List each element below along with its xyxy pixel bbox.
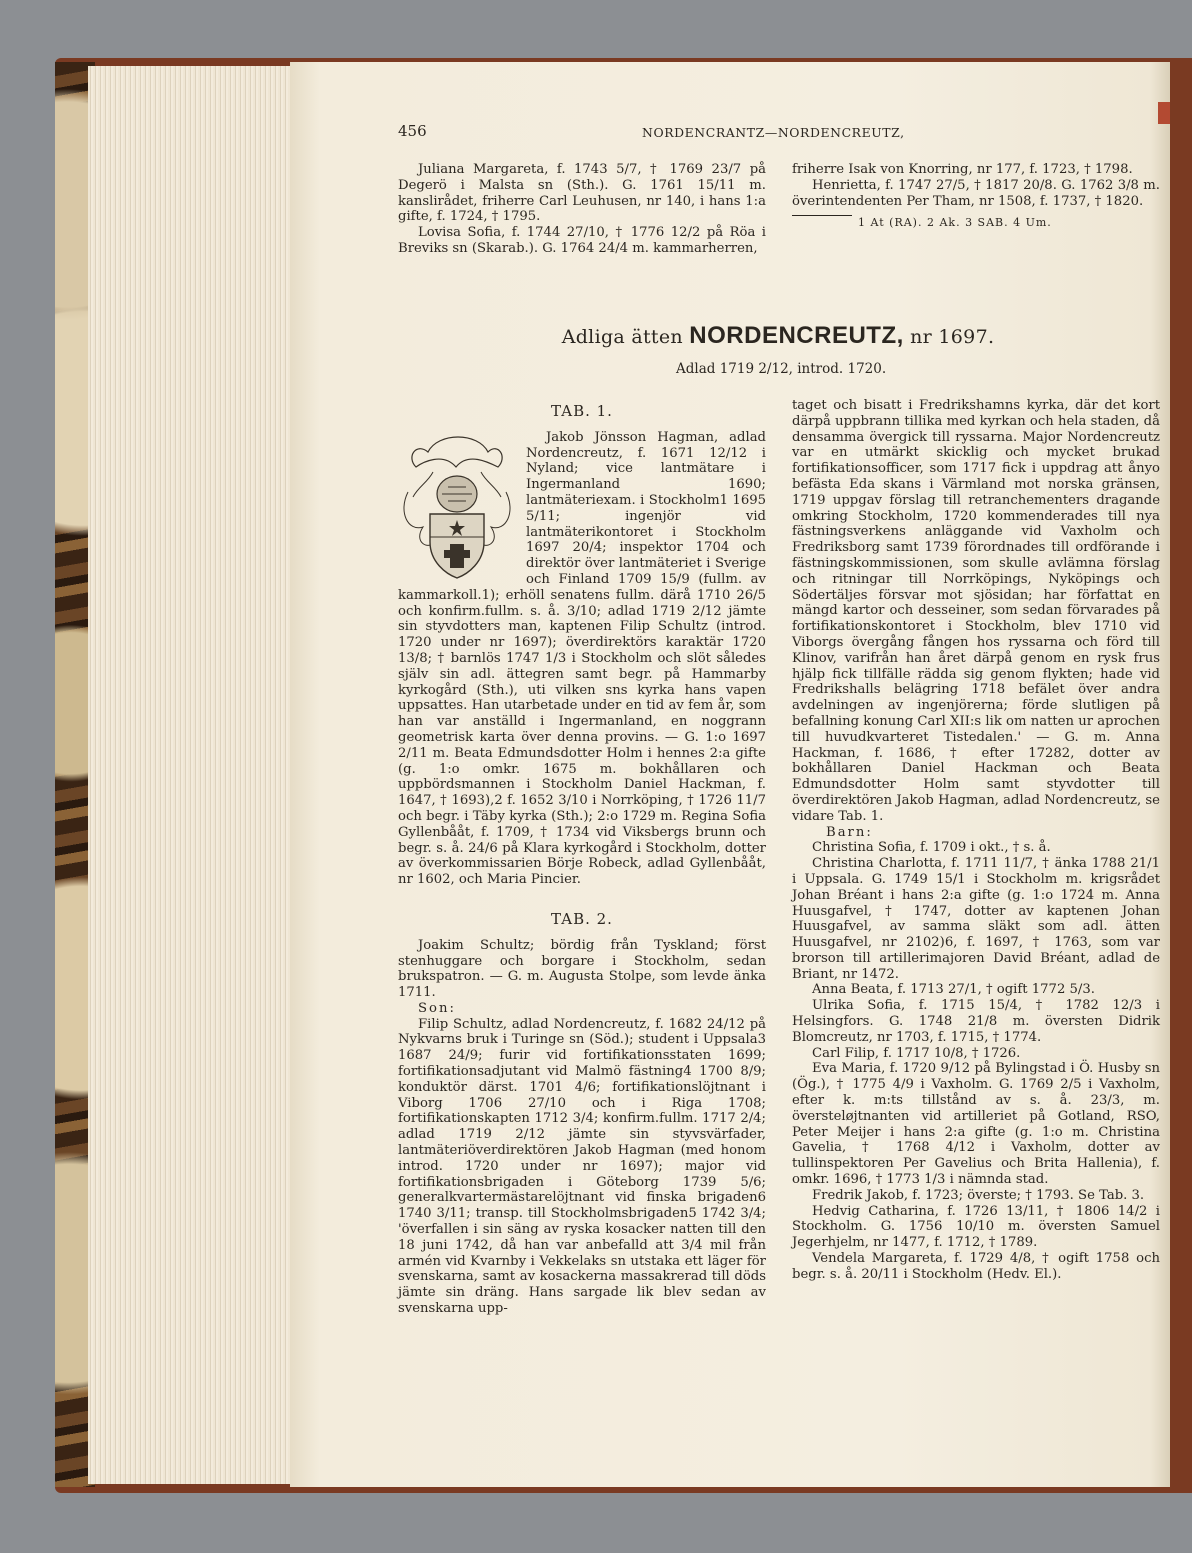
tab1-heading: TAB. 1.	[551, 402, 613, 420]
tab2-heading: TAB. 2.	[551, 909, 613, 928]
child-entry: Christina Charlotta, f. 1711 11/7, † änka 1788 21/1 i Uppsala. G. 1749 15/1 i Stockholm m. krigsrådet Johan Bréant i hans 2:a gifte (g. 1:o 1724 m. Anna Huusgafvel, † 1747, dotter av kaptenen Johan Huusgafvel, av samma släkt som adl. ätten Huusgafvel, nr 2102)6, f. 1697, † 1763, som var brorson till artillerimajoren David Bréant, adlad de Briant, nr 1472.	[792, 856, 1160, 982]
entry-jakob-hagman: Jakob Jönsson Hagman, adlad Nordencreutz, f. 1671 12/12 i Nyland; vice lantmätare i Ingermanland 1690; lantmäteriexam. i Stockholm1 1695 5/11; ingenjör vid lantmäterikontoret i Stockholm 1697 20/4; inspektor 1704 och direktör över lantmäteriet i Sverige och Finland 1709 15/9 (fullm. av kammarkoll.1); erhöll senatens fullm. därå 1710 26/5 och konfirm.fullm. s. å. 3/10; adlad 1719 2/12 jämte sin styvdotters man, kaptenen Filip Schultz (introd. 1720 under nr 1697); överdirektörs karaktär 1720 13/8; † barnlös 1747 1/3 i Stockholm och slöt således själv sin adl. ättegren samt begr. på Hammarby kyrkogård (Sth.), uti vilken sns kyrka hans vapen uppsattes. Han utarbetade under en tid av fem år, som han var anställd i Ingermanland, en noggrann geometrisk karta över denna provins. — G. 1:o 1697 2/11 m. Beata Edmundsdotter Holm i hennes 2:a gifte (g. 1:o omkr. 1675 m. bokhållaren och uppbördsmannen i Stockholm Daniel Hackman, f. 1647, † 1693),2 f. 1652 3/10 i Norrköping, † 1726 11/7 och begr. i Täby kyrka (Sth.); 2:o 1729 m. Regina Sofia Gyllenbååt, f. 1709, † 1734 vid Viksbergs brunn och begr. s. å. 24/6 på Klara kyrkogård i Stockholm, dotter av överkommissarien Börje Robeck, adlad Gyllenbååt, nr 1602, och Maria Pincier.	[398, 429, 766, 888]
entry-juliana: Juliana Margareta, f. 1743 5/7, † 1769 23/7 på Degerö i Malsta sn (Sth.). G. 1761 15/11 m. kanslirådet, friherre Carl Leuhusen, nr 140, i hans 1:a gifte, f. 1724, † 1795.	[398, 162, 766, 225]
running-head: NORDENCRANTZ—NORDENCREUTZ,	[642, 125, 905, 140]
ennoblement-line: Adlad 1719 2/12, introd. 1720.	[676, 361, 887, 377]
entry-filip-continued: taget och bisatt i Fredrikshamns kyrka, där det kort därpå uppbrann tillika med kyrkan och hela staden, då densamma övergick till ryssarna. Major Nordencreutz var en utmärkt skicklig och mycket brukad fortifikationsofficer, som 1717 fick i uppdrag att ånyo befästa Eda skans i Värmland mot norska gränsen, 1719 uppgav förslag till retranchementers dragande omkring Stockholm, 1720 kommenderades till nya fästningsverkens anläggande vid Vaxholm och Fredriksborg samt 1739 förordnades till ordförande i fästningskommissionen, som skulle avlämna förslag och ritningar till Norrköpings, Nyköpings och Södertäljes försvar mot sjösidan; har författat en mängd kartor och desseiner, som sedan förvarades på fortifikationskontoret i Stockholm, blev 1710 vid Viborgs övergång fången hos ryssarna och förd till Klinov, varifrån han året därpå genom en rysk frus hjälp fick tillfälle rädda sig genom flykten; hade vid Fredrikshalls belägring 1718 befälet över andra avdelningen av ingenjörerna; förde slutligen på befallning konung Carl XII:s lik om natten ur aprochen till huvudkvarteret Tistedalen.' — G. m. Anna Hackman, f. 1686, † efter 17282, dotter av bokhållaren Daniel Hackman och Beata Edmundsdotter Holm samt styvdotter till överdirektören Jakob Hagman, adlad Nordencreutz, se vidare Tab. 1.	[792, 398, 1160, 824]
entry-henrietta: Henrietta, f. 1747 27/5, † 1817 20/8. G. 1762 3/8 m. överintendenten Per Tham, nr 1508, f. 1737, † 1820.	[792, 177, 1160, 209]
child-entry: Fredrik Jakob, f. 1723; överste; † 1793. Se Tab. 3.	[812, 1187, 1145, 1203]
child-entry: Christina Sofia, f. 1709 i okt., † s. å.	[812, 840, 1051, 856]
children-heading: Barn:	[826, 824, 873, 840]
entry-joakim-schultz: Joakim Schultz; bördig från Tyskland; först stenhuggare och borgare i Stockholm, sedan brukspatron. — G. m. Augusta Stolpe, som levde änka 1711.	[398, 937, 766, 1001]
child-entry: Anna Beata, f. 1713 27/1, † ogift 1772 5/3.	[812, 982, 1095, 998]
footnotes: 1 At (RA). 2 Ak. 3 SAB. 4 Um.	[792, 215, 1160, 231]
title-name: NORDENCREUTZ,	[689, 322, 904, 349]
right-column	[792, 398, 1160, 1283]
left-column	[398, 396, 766, 1317]
child-entry: Carl Filip, f. 1717 10/8, † 1726.	[812, 1045, 1021, 1061]
coat-of-arms-icon	[398, 432, 516, 582]
top-right-column	[792, 162, 1160, 231]
child-entry: Ulrika Sofia, f. 1715 15/4, † 1782 12/3 i Helsingfors. G. 1748 21/8 m. översten Didrik Blomcreutz, nr 1703, f. 1715, † 1774.	[792, 998, 1160, 1045]
page-number: 456	[398, 122, 427, 140]
entry-filip-schultz: Filip Schultz, adlad Nordencreutz, f. 1682 24/12 på Nykvarns bruk i Turinge sn (Söd.); student i Uppsala3 1687 24/9; furir vid fortifikationsstaten 1699; fortifikationsadjutant vid Malmö fästning4 1700 8/9; konduktör därst. 1701 4/6; fortifikationslöjtnant i Viborg 1706 27/10 och i Riga 1708; fortifikationskapten 1712 3/4; konfirm.fullm. 1717 2/4; adlad 1719 2/12 jämte sin styvsvärfader, lantmäteriöverdirektören Jakob Hagman (med honom introd. 1720 under nr 1697); major vid fortifikationsbrigaden i Göteborg 1739 5/6; generalkvartermästarelöjtnant vid finska brigaden6 1740 3/11; transp. till Stockholmsbrigaden5 1742 3/4; 'överfallen i sin säng av ryska kosacker natten till den 18 juni 1742, då han var anbefalld att 3/4 mil från armén vid Kvarnby i Vekkelaks sn utstaka ett läger för svenskarna, samt av kosackerna massakrerad till döds jämte sin dräng. Hans sargade lik blev sedan av svenskarna upp-	[398, 1016, 766, 1317]
entry-lovisa: Lovisa Sofia, f. 1744 27/10, † 1776 12/2 på Röa i Breviks sn (Skarab.). G. 1764 24/4 m. kammarherren,	[398, 225, 766, 256]
son-heading: Son:	[418, 1000, 456, 1016]
title-prefix: Adliga ätten	[561, 326, 683, 348]
page-header	[398, 124, 1158, 144]
title-suffix: nr 1697.	[910, 326, 995, 348]
bookmark-tab	[1158, 102, 1170, 124]
page-content	[398, 122, 1160, 1317]
child-entry: Vendela Margareta, f. 1729 4/8, † ogift 1758 och begr. s. å. 20/11 i Stockholm (Hedv. El.).	[792, 1251, 1160, 1282]
top-left-column	[398, 162, 766, 257]
family-title	[548, 322, 1008, 349]
page-edges	[88, 66, 300, 1484]
entry-knorring: friherre Isak von Knorring, nr 177, f. 1723, † 1798.	[792, 162, 1133, 177]
child-entry: Hedvig Catharina, f. 1726 13/11, † 1806 14/2 i Stockholm. G. 1756 10/10 m. översten Samuel Jegerhjelm, nr 1477, f. 1712, † 1789.	[792, 1203, 1160, 1251]
child-entry: Eva Maria, f. 1720 9/12 på Bylingstad i Ö. Husby sn (Ög.), † 1775 4/9 i Vaxholm. G. 1769 2/5 i Vaxholm, efter k. m:ts tillstånd av s. å. 23/3, m. översteløjtnanten vid artilleriet på Gotland, RSO, Peter Meijer i hans 2:a gifte (g. 1:o m. Christina Gavelia, † 1768 4/12 i Vaxholm, dotter av tullinspektoren Per Gavelius och Brita Hallenia), f. omkr. 1696, † 1773 1/3 i nämnda stad.	[792, 1061, 1160, 1188]
